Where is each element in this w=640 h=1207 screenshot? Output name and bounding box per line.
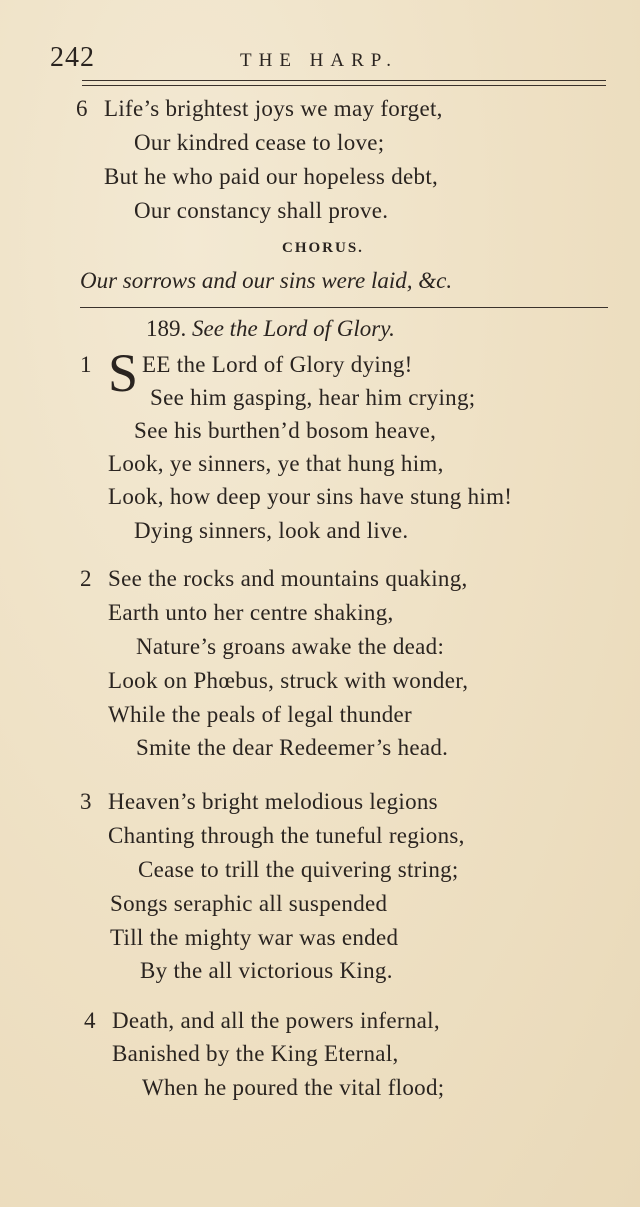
verse-line: Life’s brightest joys we may forget, bbox=[104, 96, 443, 121]
verse-line: Chanting through the tuneful regions, bbox=[108, 823, 465, 848]
header-rule-bottom bbox=[82, 85, 606, 86]
verse-line: EE the Lord of Glory dying! bbox=[142, 352, 413, 377]
verse-line: Look on Phœbus, struck with wonder, bbox=[108, 668, 469, 693]
verse-line: Cease to trill the quivering string; bbox=[138, 857, 459, 882]
verse-line: Dying sinners, look and live. bbox=[134, 518, 409, 543]
verse-line: Songs seraphic all suspended bbox=[110, 891, 388, 916]
verse-line: Till the mighty war was ended bbox=[110, 925, 399, 950]
verse-line: See him gasping, hear him crying; bbox=[150, 385, 476, 410]
verse-line: Our constancy shall prove. bbox=[134, 198, 389, 223]
verse-line: Heaven’s bright melodious legions bbox=[108, 789, 438, 814]
chorus-label: CHORUS. bbox=[282, 240, 364, 256]
verse-line: Banished by the King Eternal, bbox=[112, 1041, 399, 1066]
section-divider bbox=[80, 307, 608, 308]
verse-line: Smite the dear Redeemer’s head. bbox=[136, 735, 449, 760]
verse-line: See the rocks and mountains quaking, bbox=[108, 566, 468, 591]
page-header bbox=[50, 42, 610, 82]
verse-line: Earth unto her centre shaking, bbox=[108, 600, 394, 625]
running-title: THE HARP. bbox=[240, 50, 399, 71]
verse-line: Our kindred cease to love; bbox=[134, 130, 385, 155]
hymn-title-text: See the Lord of Glory. bbox=[192, 316, 395, 341]
stanza-number: 4 bbox=[84, 1008, 96, 1033]
stanza-number: 1 bbox=[80, 352, 92, 377]
hymn-number: 189. bbox=[146, 316, 187, 341]
drop-cap: S bbox=[108, 343, 139, 403]
verse-line: But he who paid our hopeless debt, bbox=[104, 164, 439, 189]
hymn-title bbox=[146, 316, 395, 342]
verse-line: When he poured the vital flood; bbox=[142, 1075, 445, 1100]
verse-line: By the all victorious King. bbox=[140, 958, 393, 983]
verse-line: Nature’s groans awake the dead: bbox=[136, 634, 445, 659]
stanza-number: 6 bbox=[76, 96, 88, 121]
verse-line: Death, and all the powers infernal, bbox=[112, 1008, 440, 1033]
stanza-number: 2 bbox=[80, 566, 92, 591]
stanza-number: 3 bbox=[80, 789, 92, 814]
verse-line: See his burthen’d bosom heave, bbox=[134, 418, 437, 443]
page-number: 242 bbox=[50, 42, 95, 73]
verse-line: Look, ye sinners, ye that hung him, bbox=[108, 451, 444, 476]
verse-line: Look, how deep your sins have stung him! bbox=[108, 484, 513, 509]
header-rule-top bbox=[82, 80, 606, 81]
chorus-line: Our sorrows and our sins were laid, &c. bbox=[80, 268, 453, 293]
verse-line: While the peals of legal thunder bbox=[108, 702, 413, 727]
